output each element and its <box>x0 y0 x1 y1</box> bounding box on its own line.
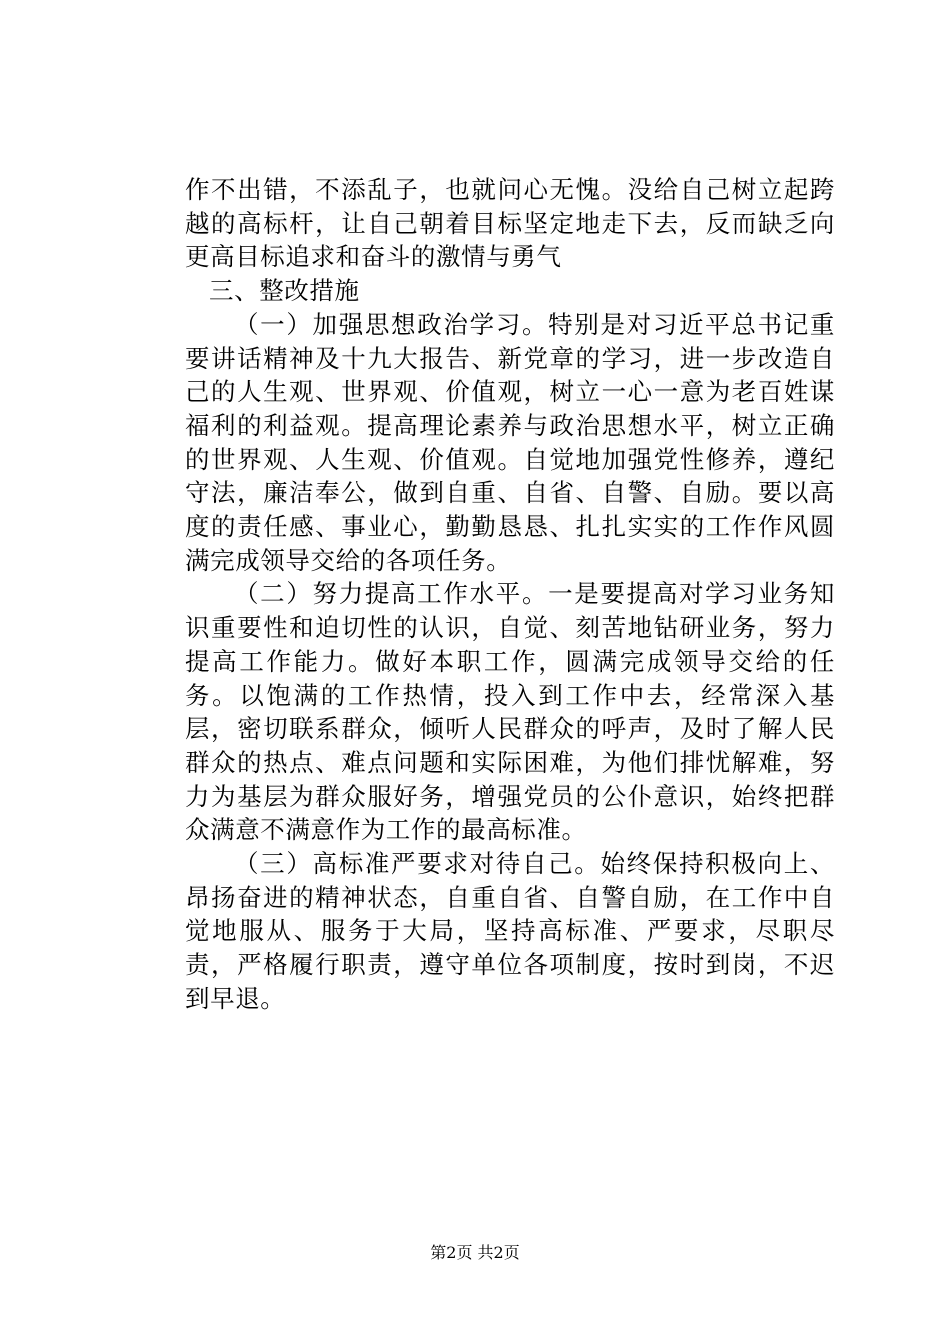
paragraph-measure-three: （三）高标准严要求对待自己。始终保持积极向上、昂扬奋进的精神状态，自重自省、自警自励，在工作中自觉地服从、服务于大局，坚持高标准、严要求，尽职尽责，严格履行职责，遵守单位各项制度，按时到岗，不迟到早退。 <box>185 849 835 1013</box>
paragraph-continuation: 作不出错，不添乱子，也就问心无愧。没给自己树立起跨越的高标杆，让自己朝着目标坚定地走下去，反而缺乏向更高目标追求和奋斗的激情与勇气 <box>185 175 835 272</box>
paragraph-measure-one: （一）加强思想政治学习。特别是对习近平总书记重要讲话精神及十九大报告、新党章的学习，进一步改造自己的人生观、世界观、价值观，树立一心一意为老百姓谋福利的利益观。提高理论素养与政治思想水平，树立正确的世界观、人生观、价值观。自觉地加强党性修养，遵纪守法，廉洁奉公，做到自重、自省、自警、自励。要以高度的责任感、事业心，勤勤恳恳、扎扎实实的工作作风圆满完成领导交给的各项任务。 <box>185 309 835 575</box>
document-body <box>185 173 835 1016</box>
section-heading: 三、整改措施 <box>209 276 360 306</box>
page-footer: 第2页 共2页 <box>430 1243 520 1262</box>
paragraph-measure-two: （二）努力提高工作水平。一是要提高对学习业务知识重要性和迫切性的认识，自觉、刻苦地钻研业务，努力提高工作能力。做好本职工作，圆满完成领导交给的任务。以饱满的工作热情，投入到工作中去，经常深入基层，密切联系群众，倾听人民群众的呼声，及时了解人民群众的热点、难点问题和实际困难，为他们排忧解难，努力为基层为群众服好务，增强党员的公仆意识，始终把群众满意不满意作为工作的最高标准。 <box>185 579 835 845</box>
